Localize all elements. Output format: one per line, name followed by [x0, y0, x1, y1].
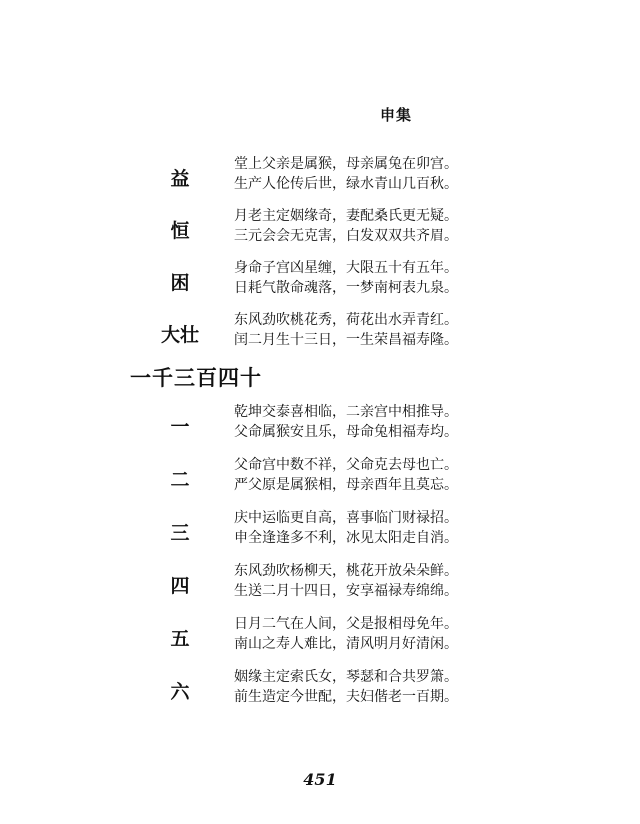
verse-line: 日月二气在人间，父是报相母免年。	[234, 616, 458, 632]
verse-lines	[234, 206, 458, 246]
page-header: 申集	[380, 106, 413, 124]
entry-number: 五	[170, 628, 190, 650]
verse-entry	[0, 614, 640, 658]
hexagram-label: 益	[170, 168, 190, 190]
verse-line: 父命属猴安且乐，母命兔相福寿均。	[234, 424, 458, 440]
verse-line: 三元会会无克害，白发双双共齐眉。	[234, 228, 458, 244]
entry-number: 三	[170, 522, 190, 544]
entry-number: 四	[170, 575, 190, 597]
entry-number: 六	[170, 681, 190, 703]
verse-line: 月老主定姻缘奇，妻配桑氏更无疑。	[234, 208, 458, 224]
verse-entry	[0, 206, 640, 250]
verse-entry	[0, 402, 640, 446]
verse-line: 日耗气散命魂落，一梦南柯表九泉。	[234, 280, 458, 296]
verse-lines	[234, 614, 458, 654]
verse-line: 南山之寿人难比，清风明月好清闲。	[234, 636, 458, 652]
hexagram-label: 大壮	[160, 324, 199, 346]
verse-lines	[234, 258, 458, 298]
verse-lines	[234, 561, 458, 601]
verse-lines	[234, 310, 458, 350]
verse-line: 东风劲吹杨柳天，桃花开放朵朵鲜。	[234, 563, 458, 579]
verse-lines	[234, 667, 458, 707]
verse-line: 庆中运临更自高，喜事临门财禄招。	[234, 510, 458, 526]
verse-entry	[0, 508, 640, 552]
verse-line: 乾坤交泰喜相临，二亲宫中相推导。	[234, 404, 458, 420]
verse-line: 生产人伦传后世，绿水青山几百秋。	[234, 176, 458, 192]
verse-line: 姻缘主定索氏女，琴瑟和合共罗箫。	[234, 669, 458, 685]
verse-entry	[0, 258, 640, 302]
verse-lines	[234, 154, 458, 194]
verse-entry	[0, 455, 640, 499]
verse-line: 父命宫中数不祥，父命克去母也亡。	[234, 457, 458, 473]
section-title: 一千三百四十	[130, 365, 262, 390]
hexagram-label: 困	[170, 272, 190, 294]
verse-lines	[234, 508, 458, 548]
verse-line: 身命子宫凶星缠，大限五十有五年。	[234, 260, 458, 276]
verse-line: 闰二月生十三日，一生荣昌福寿隆。	[234, 332, 458, 348]
verse-entry	[0, 561, 640, 605]
verse-line: 生送二月十四日，安享福禄寿绵绵。	[234, 583, 458, 599]
verse-lines	[234, 455, 458, 495]
verse-entry	[0, 154, 640, 198]
verse-entry	[0, 667, 640, 711]
verse-line: 堂上父亲是属猴，母亲属兔在卯宫。	[234, 156, 458, 172]
page-number: 451	[303, 770, 337, 789]
entry-number: 一	[170, 416, 190, 438]
verse-entry	[0, 310, 640, 354]
verse-line: 东风劲吹桃花秀，荷花出水弄青红。	[234, 312, 458, 328]
verse-line: 前生造定今世配，夫妇偕老一百期。	[234, 689, 458, 705]
hexagram-label: 恒	[170, 220, 190, 242]
verse-line: 申全逢逢多不利，冰见太阳走自消。	[234, 530, 458, 546]
verse-line: 严父原是属猴相，母亲酉年且莫忘。	[234, 477, 458, 493]
entry-number: 二	[170, 469, 190, 491]
verse-lines	[234, 402, 458, 442]
